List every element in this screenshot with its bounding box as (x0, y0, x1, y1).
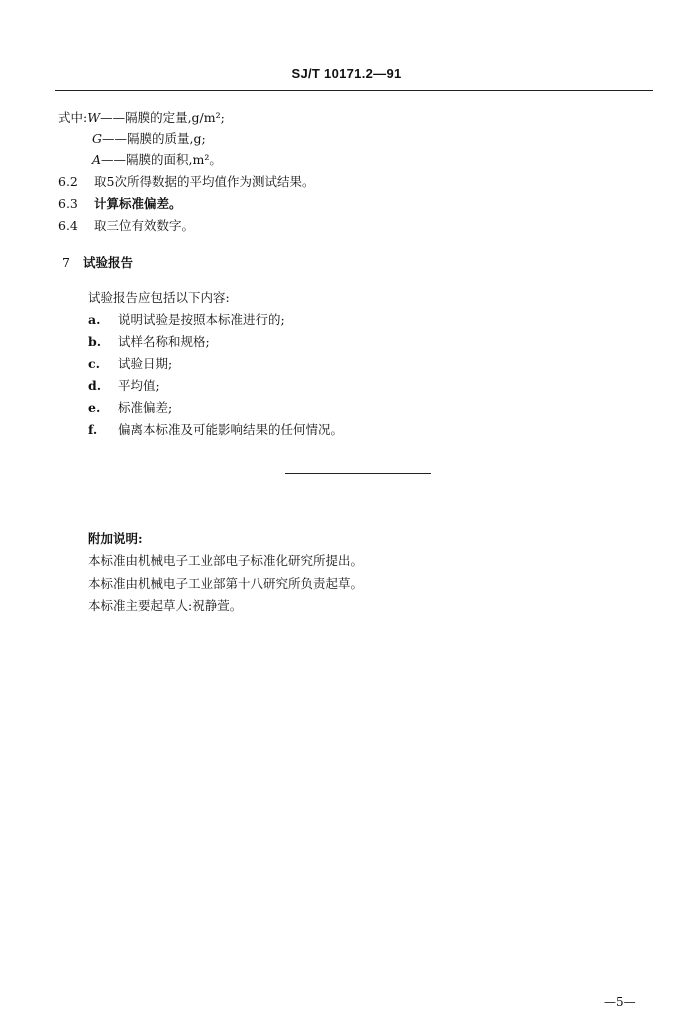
formula-intro: 式中: (58, 110, 88, 125)
formula-legend-line-w (58, 110, 225, 126)
clause-6-2-text: 取5次所得数据的平均值作为测试结果。 (94, 174, 315, 189)
clause-6-4-text: 取三位有效数字。 (94, 218, 195, 233)
symbol-a: A (92, 152, 102, 167)
dash: —— (101, 152, 127, 167)
definition-a: 隔膜的面积,m²。 (126, 152, 222, 167)
section-7-title: 试验报告 (83, 255, 134, 270)
item-c-letter: c. (88, 356, 100, 371)
item-b-letter: b. (88, 334, 102, 349)
appendix-title: 附加说明: (88, 531, 143, 546)
item-c-text: 试验日期; (118, 356, 173, 371)
dash: —— (102, 131, 127, 146)
item-b-text: 试样名称和规格; (118, 334, 210, 349)
dash: —— (100, 110, 126, 125)
page-number: —5— (604, 995, 636, 1009)
item-e-letter: e. (88, 400, 101, 415)
item-d-letter: d. (88, 378, 102, 393)
item-a-letter: a. (88, 312, 101, 327)
clause-6-4-number: 6.4 (58, 218, 78, 233)
item-d-text: 平均值; (118, 378, 160, 393)
end-rule (285, 473, 431, 474)
item-f-text: 偏离本标准及可能影响结果的任何情况。 (118, 422, 344, 437)
appendix-line-3: 本标准主要起草人:祝静萱。 (88, 598, 243, 613)
section-7-number: 7 (62, 255, 70, 270)
clause-6-2-number: 6.2 (58, 174, 78, 189)
item-a-text: 说明试验是按照本标准进行的; (118, 312, 285, 327)
formula-legend-line-a (92, 152, 222, 168)
appendix-line-2: 本标准由机械电子工业部第十八研究所负责起草。 (88, 576, 364, 591)
definition-g: 隔膜的质量,g; (127, 131, 206, 146)
item-e-text: 标准偏差; (118, 400, 173, 415)
clause-6-3-number: 6.3 (58, 196, 78, 211)
appendix-line-1: 本标准由机械电子工业部电子标准化研究所提出。 (88, 553, 364, 568)
item-f-letter: f. (88, 422, 98, 437)
clause-6-3-text: 计算标准偏差。 (94, 196, 182, 211)
symbol-g: G (92, 131, 102, 146)
section-7-intro: 试验报告应包括以下内容: (88, 290, 230, 305)
definition-w: 隔膜的定量,g/m²; (125, 110, 225, 125)
symbol-w: W (87, 110, 101, 125)
page-header: SJ/T 10171.2—91 (291, 66, 402, 81)
header-rule (55, 90, 653, 91)
formula-legend-line-g (92, 131, 206, 147)
